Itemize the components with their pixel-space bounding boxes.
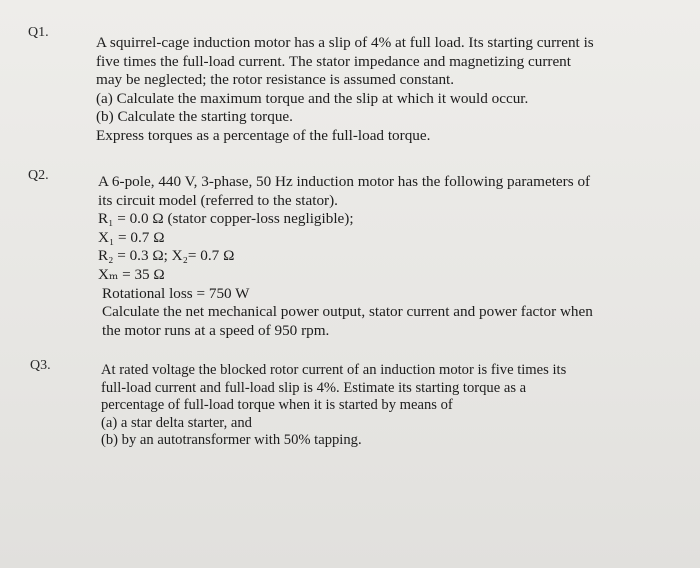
question-2-line: the motor runs at a speed of 950 rpm. [102,321,330,339]
question-2-text [98,173,668,340]
question-1-line: five times the full-load current. The stator impedance and magnetizing current [96,52,571,70]
question-1-line: Express torques as a percentage of the full-load torque. [96,126,431,144]
parameter-x1: X₁ = 0.7 Ω [98,228,165,246]
question-3-line: full-load current and full-load slip is 4%. Estimate its starting torque as a [101,379,527,396]
question-3-part-a: (a) a star delta starter, and [101,414,252,431]
question-1-part-a: (a) Calculate the maximum torque and the slip at which it would occur. [96,89,529,107]
question-1-text [96,34,666,146]
question-1-line: may be neglected; the rotor resistance is assumed constant. [96,71,455,89]
question-1-line: A squirrel-cage induction motor has a slip of 4% at full load. Its starting current is [96,34,594,51]
parameter-r1: R₁ = 0.0 Ω (stator copper-loss negligible); [98,210,354,228]
parameter-xm: Xₘ = 35 Ω [98,265,165,283]
question-3-line: percentage of full-load torque when it is started by means of [101,397,453,414]
question-3-text [101,362,671,450]
question-3-line: At rated voltage the blocked rotor current of an induction motor is five times its [101,362,567,378]
question-3-part-b: (b) by an autotransformer with 50% tapping. [101,432,362,449]
question-2-line: A 6-pole, 440 V, 3-phase, 50 Hz induction motor has the following parameters of [98,173,591,190]
question-1-part-b: (b) Calculate the starting torque. [96,108,293,126]
parameter-rotational-loss: Rotational loss = 750 W [102,284,250,302]
question-3-number: Q3. [30,358,51,373]
question-2-number: Q2. [28,168,49,183]
parameter-r2-x2: R₂ = 0.3 Ω; X₂= 0.7 Ω [98,247,235,265]
question-2-line: its circuit model (referred to the stator). [98,191,338,209]
question-1-number: Q1. [28,25,49,40]
question-2-line: Calculate the net mechanical power output, stator current and power factor when [102,303,593,321]
